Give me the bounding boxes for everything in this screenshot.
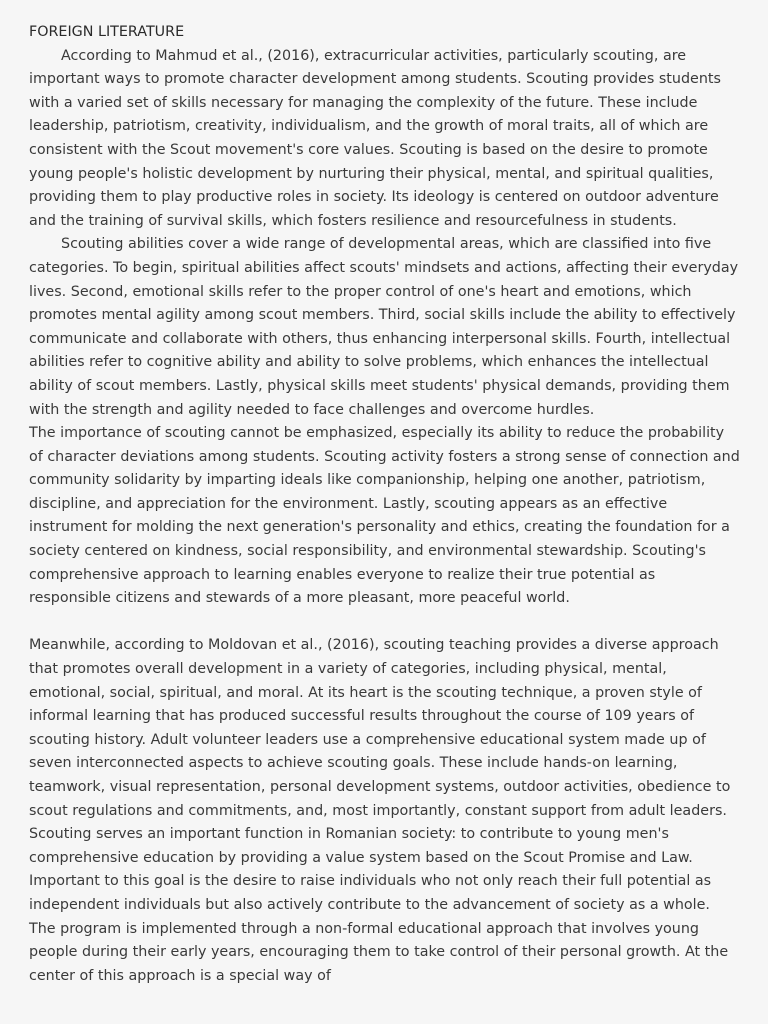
section-heading: FOREIGN LITERATURE [29,24,185,40]
paragraph-mahmud: According to Mahmud et al., (2016), extracurricular activities, particularly scouting, are important ways to promote character development among students. Scouting provides students with a varied set of skills necessary for managing the complexity of the future. These include leadership, patriotism, creativity, individualism, and the growth of moral traits, all of which are consistent with the Scout movement's core values. Scouting is based on the desire to promote young people's holistic development by nurturing their physical, mental, and spiritual qualities, providing them to play productive roles in society. Its ideology is centered on outdoor adventure and the training of survival skills, which fosters resilience and resourcefulness in students. [29,47,721,229]
paragraph-spacer [29,611,741,635]
paragraph-importance: The importance of scouting cannot be emphasized, especially its ability to reduce the probability of character deviations among students. Scouting activity fosters a strong sense of connection and community solidarity by imparting ideals like companionship, helping one another, patriotism, discipline, and appreciation for the environment. Lastly, scouting appears as an effective instrument for molding the next generation's personality and ethics, creating the foundation for a society centered on kindness, social responsibility, and environmental stewardship. Scouting's comprehensive approach to learning enables everyone to realize their true potential as responsible citizens and stewards of a more pleasant, more peaceful world. [29,425,740,607]
document-body [29,21,741,988]
paragraph-moldovan: Meanwhile, according to Moldovan et al., (2016), scouting teaching provides a diverse approach that promotes overall development in a variety of categories, including physical, mental, emotional, social, spiritual, and moral. At its heart is the scouting technique, a proven style of informal learning that has produced successful results throughout the course of 109 years of scouting history. Adult volunteer leaders use a comprehensive educational system made up of seven interconnected aspects to achieve scouting goals. These include hands-on learning, teamwork, visual representation, personal development systems, outdoor activities, obedience to scout regulations and commitments, and, most importantly, constant support from adult leaders. Scouting serves an important function in Romanian society: to contribute to young men's comprehensive education by providing a value system based on the Scout Promise and Law. Important to this goal is the desire to raise individuals who not only reach their full potential as independent individuals but also actively contribute to the advancement of society as a whole. The program is implemented through a non-formal educational approach that involves young people during their early years, encouraging them to take control of their personal growth. At the center of this approach is a special way of [29,637,731,984]
paragraph-scouting-abilities: Scouting abilities cover a wide range of developmental areas, which are classified into five categories. To begin, spiritual abilities affect scouts' mindsets and actions, affecting their everyday lives. Second, emotional skills refer to the proper control of one's heart and emotions, which promotes mental agility among scout members. Third, social skills include the ability to effectively communicate and collaborate with others, thus enhancing interpersonal skills. Fourth, intellectual abilities refer to cognitive ability and ability to solve problems, which enhances the intellectual ability of scout members. Lastly, physical skills meet students' physical demands, providing them with the strength and agility needed to face challenges and overcome hurdles. [29,236,739,418]
